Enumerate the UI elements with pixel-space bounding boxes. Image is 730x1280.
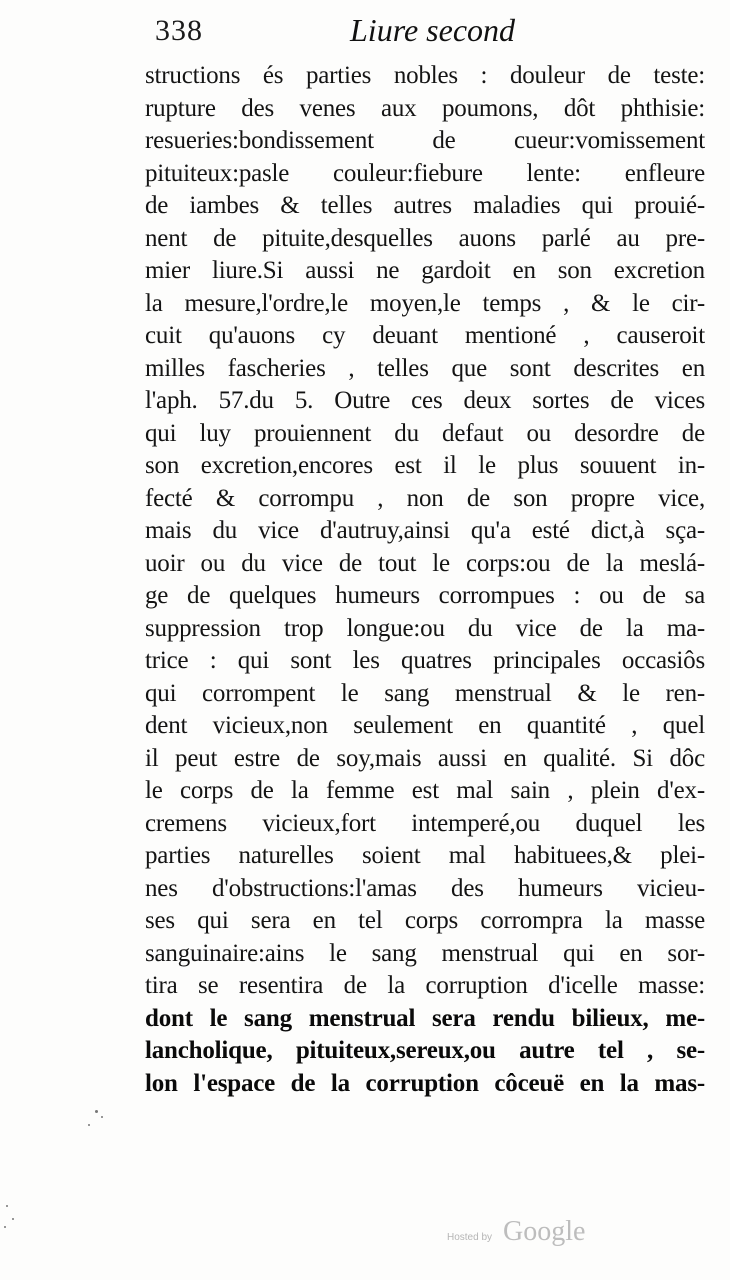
text-line: mier liure.Si aussi ne gardoit en son excretion	[145, 257, 705, 284]
text-line: nent de pituite,desquelles auons parlé au pre-	[145, 224, 705, 252]
text-line: son excretion,encores est il le plus souuent in-	[145, 452, 705, 479]
scan-speck	[12, 1218, 14, 1220]
hosted-by-watermark	[447, 1218, 607, 1258]
text-line: cuit qu'auons cy deuant mentioné , causeroit	[145, 322, 705, 349]
text-line: cremens vicieux,fort intemperé,ou duquel les	[145, 809, 705, 837]
text-line: ge de quelques humeurs corrompues : ou de sa	[145, 582, 705, 609]
text-line: sanguinaire:ains le sang menstrual qui en sor-	[145, 939, 705, 967]
text-line: fecté & corrompu , non de son propre vice,	[145, 484, 705, 512]
text-line: resueries:bondissement de cueur:vomissement	[145, 127, 705, 154]
text-line: pituiteux:pasle couleur:fiebure lente: enfleure	[145, 159, 705, 187]
text-line: il peut estre de soy,mais aussi en qualité. Si dôc	[145, 744, 705, 772]
body-text	[145, 60, 705, 1100]
text-line: structions és parties nobles : douleur de teste:	[145, 62, 705, 89]
text-line: qui luy prouiennent du defaut ou desordre de	[145, 419, 705, 447]
scan-speck	[4, 1226, 6, 1228]
text-line: parties naturelles soient mal habituees,& plei-	[145, 842, 705, 869]
text-line: lancholique, pituiteux,sereux,ou autre tel , se-	[145, 1037, 705, 1064]
google-logo: Google	[503, 1216, 586, 1247]
text-line: dont le sang menstrual sera rendu bilieux, me-	[145, 1004, 705, 1032]
text-line: tira se resentira de la corruption d'icelle masse:	[145, 972, 705, 999]
scan-speck	[95, 1110, 98, 1113]
page-header	[155, 14, 715, 54]
text-line: trice : qui sont les quatres principales occasiôs	[145, 647, 705, 674]
scan-speck	[88, 1124, 90, 1126]
text-line: ses qui sera en tel corps corrompra la masse	[145, 907, 705, 934]
text-line: la mesure,l'ordre,le moyen,le temps , & le cir-	[145, 289, 705, 317]
page-number: 338	[155, 14, 203, 47]
text-line: milles fascheries , telles que sont descrites en	[145, 354, 705, 382]
text-line: qui corrompent le sang menstrual & le ren-	[145, 679, 705, 707]
text-line: uoir ou du vice de tout le corps:ou de la meslá-	[145, 549, 705, 577]
watermark-prefix: Hosted by	[447, 1232, 493, 1243]
scan-speck	[6, 1205, 8, 1207]
text-line: suppression trop longue:ou du vice de la ma-	[145, 614, 705, 642]
text-line: le corps de la femme est mal sain , plein d'ex-	[145, 777, 705, 804]
text-line: rupture des venes aux poumons, dôt phthisie:	[145, 94, 705, 122]
text-line: mais du vice d'autruy,ainsi qu'a esté dict,à sça-	[145, 517, 705, 544]
text-line: lon l'espace de la corruption côceuë en la mas-	[145, 1069, 705, 1097]
text-line: de iambes & telles autres maladies qui prouié-	[145, 192, 705, 219]
running-head: Liure second	[350, 12, 516, 48]
text-line: nes d'obstructions:l'amas des humeurs vicieu-	[145, 874, 705, 902]
text-line: dent vicieux,non seulement en quantité , quel	[145, 712, 705, 739]
text-line: l'aph. 57.du 5. Outre ces deux sortes de vices	[145, 387, 705, 414]
scan-speck	[101, 1116, 103, 1118]
